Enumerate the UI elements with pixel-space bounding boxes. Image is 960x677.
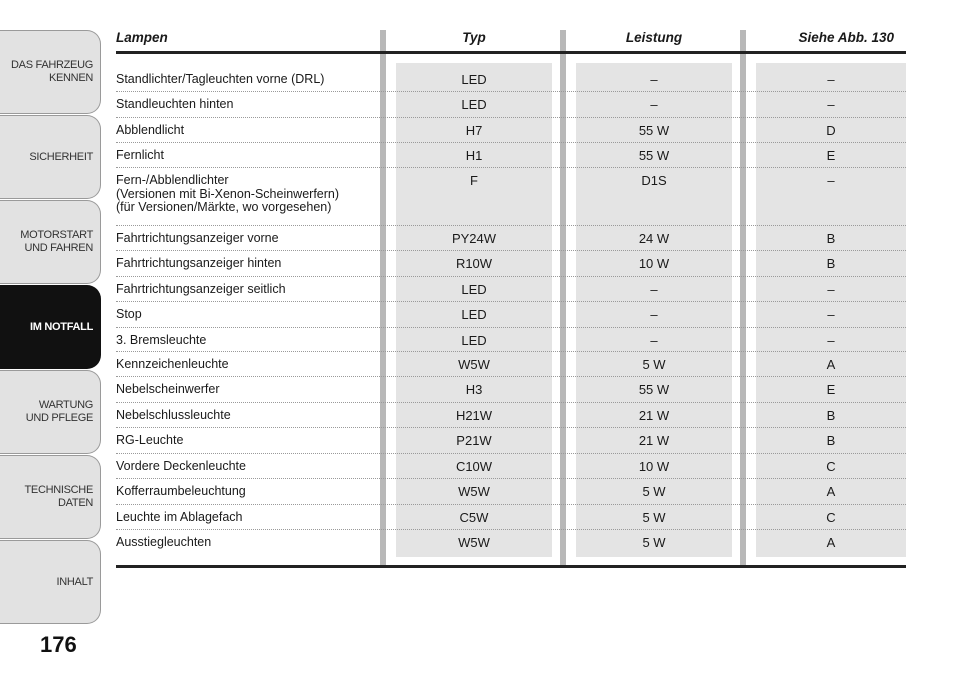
cell-typ: F xyxy=(470,173,478,188)
cell-leistung: – xyxy=(650,97,658,112)
cell-lampe: Leuchte im Ablagefach xyxy=(116,510,243,524)
tab-technische-daten[interactable]: TECHNISCHE DATEN xyxy=(0,455,101,539)
row-separator xyxy=(116,453,906,454)
table-row xyxy=(116,149,906,174)
cell-typ: W5W xyxy=(458,357,490,372)
cell-leistung: 24 W xyxy=(638,231,670,246)
cell-leistung: 5 W xyxy=(642,535,666,550)
cell-lampe: Abblendlicht xyxy=(116,123,185,137)
cell-typ: H3 xyxy=(465,382,483,397)
cell-abb: – xyxy=(827,173,835,188)
row-separator xyxy=(116,402,906,403)
cell-leistung: 10 W xyxy=(638,256,670,271)
cell-leistung: 55 W xyxy=(638,148,670,163)
cell-typ: W5W xyxy=(458,484,490,499)
cell-abb: E xyxy=(826,148,836,163)
row-separator xyxy=(116,225,906,226)
cell-typ: LED xyxy=(461,282,487,297)
cell-lampe: Vordere Deckenleuchte xyxy=(116,459,246,473)
cell-abb: B xyxy=(826,408,836,423)
table-row xyxy=(116,485,906,511)
cell-typ: LED xyxy=(461,97,487,112)
table-row xyxy=(116,334,906,358)
row-separator xyxy=(116,142,906,143)
cell-typ: C5W xyxy=(459,510,489,525)
cell-typ: LED xyxy=(461,333,487,348)
table-row xyxy=(116,358,906,383)
row-separator xyxy=(116,276,906,277)
row-separator xyxy=(116,504,906,505)
header-leistung: Leistung xyxy=(625,30,683,45)
table-bottom-rule xyxy=(116,565,906,568)
cell-typ: C10W xyxy=(455,459,493,474)
table-row xyxy=(116,511,906,536)
cell-lampe: 3. Bremsleuchte xyxy=(116,333,207,347)
cell-lampe: Fern-/Abblendlichter (Versionen mit Bi-Xenon-Scheinwerfern) (für Versionen/Märkte, wo vorgesehen) xyxy=(116,173,340,214)
header-typ: Typ xyxy=(462,30,486,45)
cell-lampe: Nebelschlussleuchte xyxy=(116,408,231,422)
cell-lampe: Stop xyxy=(116,307,142,321)
table-row xyxy=(116,232,906,257)
cell-lampe: Fahrtrichtungsanzeiger hinten xyxy=(116,256,282,270)
table-row xyxy=(116,383,906,409)
tab-wartung-und-pflege[interactable]: WARTUNG UND PFLEGE xyxy=(0,370,101,454)
cell-leistung: – xyxy=(650,333,658,348)
cell-typ: W5W xyxy=(458,535,490,550)
cell-abb: B xyxy=(826,433,836,448)
cell-typ: PY24W xyxy=(451,231,497,246)
table-row xyxy=(116,283,906,308)
cell-typ: H1 xyxy=(465,148,483,163)
row-separator xyxy=(116,250,906,251)
cell-leistung: 5 W xyxy=(642,484,666,499)
cell-abb: – xyxy=(827,97,835,112)
cell-leistung: 21 W xyxy=(638,433,670,448)
cell-abb: – xyxy=(827,72,835,87)
cell-lampe: Nebelscheinwerfer xyxy=(116,382,220,396)
cell-typ: R10W xyxy=(455,256,493,271)
cell-leistung: 55 W xyxy=(638,123,670,138)
cell-lampe: Kennzeichenleuchte xyxy=(116,357,229,371)
cell-lampe: Kofferraumbeleuchtung xyxy=(116,484,246,498)
table-row xyxy=(116,73,906,98)
table-row xyxy=(116,536,906,557)
header-rule xyxy=(116,51,906,54)
row-separator xyxy=(116,351,906,352)
cell-leistung: – xyxy=(650,307,658,322)
cell-leistung: – xyxy=(650,282,658,297)
cell-abb: – xyxy=(827,333,835,348)
cell-typ: P21W xyxy=(456,433,492,448)
cell-leistung: 21 W xyxy=(638,408,670,423)
tab-im-notfall[interactable]: IM NOTFALL xyxy=(0,285,101,369)
cell-abb: B xyxy=(826,256,836,271)
cell-typ: LED xyxy=(461,72,487,87)
cell-leistung: 55 W xyxy=(638,382,670,397)
tab-motorstart-und-fahren[interactable]: MOTORSTART UND FAHREN xyxy=(0,200,101,284)
row-separator xyxy=(116,376,906,377)
header-abb: Siehe Abb. 130 xyxy=(798,30,894,45)
row-separator xyxy=(116,478,906,479)
cell-typ: H21W xyxy=(455,408,493,423)
cell-abb: D xyxy=(826,123,836,138)
cell-leistung: 5 W xyxy=(642,357,666,372)
row-separator xyxy=(116,167,906,168)
table-row xyxy=(116,257,906,283)
cell-lampe: Fernlicht xyxy=(116,148,164,162)
cell-typ: H7 xyxy=(465,123,483,138)
cell-leistung: – xyxy=(650,72,658,87)
cell-leistung: 10 W xyxy=(638,459,670,474)
row-separator xyxy=(116,301,906,302)
cell-lampe: Standleuchten hinten xyxy=(116,97,234,111)
table-row xyxy=(116,434,906,460)
row-separator xyxy=(116,327,906,328)
cell-abb: B xyxy=(826,231,836,246)
cell-lampe: Standlichter/Tagleuchten vorne (DRL) xyxy=(116,72,325,86)
cell-abb: C xyxy=(826,459,836,474)
table-row xyxy=(116,174,906,232)
table-row xyxy=(116,460,906,485)
cell-leistung: D1S xyxy=(641,173,667,188)
cell-lampe: Fahrtrichtungsanzeiger vorne xyxy=(116,231,279,245)
cell-lampe: Ausstiegleuchten xyxy=(116,535,212,549)
cell-abb: A xyxy=(826,535,836,550)
tab-inhalt[interactable]: INHALT xyxy=(0,540,101,624)
cell-abb: E xyxy=(826,382,836,397)
cell-leistung: 5 W xyxy=(642,510,666,525)
table-row xyxy=(116,98,906,124)
cell-abb: – xyxy=(827,282,835,297)
table-row xyxy=(116,409,906,434)
cell-abb: – xyxy=(827,307,835,322)
cell-lampe: Fahrtrichtungsanzeiger seitlich xyxy=(116,282,286,296)
table-row xyxy=(116,124,906,149)
tab-das-fahrzeug-kennen[interactable]: DAS FAHRZEUG KENNEN xyxy=(0,30,101,114)
row-separator xyxy=(116,117,906,118)
row-separator xyxy=(116,91,906,92)
cell-abb: A xyxy=(826,484,836,499)
page-number: 176 xyxy=(40,632,77,657)
cell-abb: A xyxy=(826,357,836,372)
row-separator xyxy=(116,529,906,530)
row-separator xyxy=(116,427,906,428)
table-row xyxy=(116,308,906,334)
tab-sicherheit[interactable]: SICHERHEIT xyxy=(0,115,101,199)
cell-typ: LED xyxy=(461,307,487,322)
header-lampen: Lampen xyxy=(116,30,168,45)
cell-lampe: RG-Leuchte xyxy=(116,433,184,447)
cell-abb: C xyxy=(826,510,836,525)
